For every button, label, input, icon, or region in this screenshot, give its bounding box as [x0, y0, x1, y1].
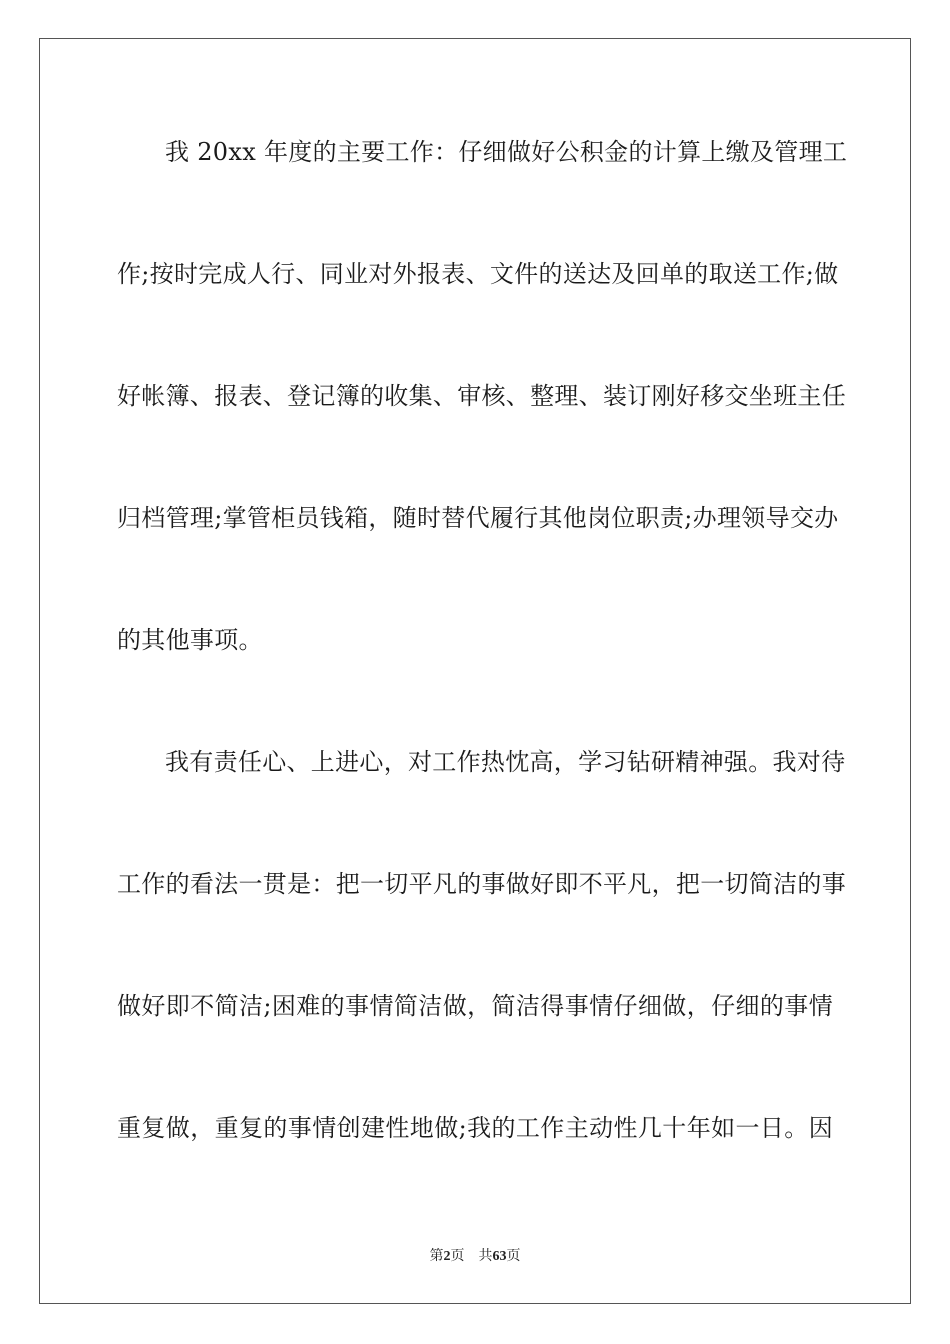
paragraph-2-line-3: 做好即不简洁;困难的事情简洁做，简洁得事情仔细做，仔细的事情	[117, 992, 833, 1020]
paragraph-1-line-1: 我 20xx 年度的主要工作：仔细做好公积金的计算上缴及管理工	[165, 138, 848, 166]
footer-page-prefix: 第	[429, 1248, 444, 1264]
footer-total-pages: 63	[492, 1249, 507, 1264]
paragraph-1-line-2: 作;按时完成人行、同业对外报表、文件的送达及回单的取送工作;做	[117, 260, 839, 288]
footer-page-number: 2	[443, 1249, 451, 1264]
page-footer	[0, 1247, 950, 1266]
paragraph-2-line-2: 工作的看法一贯是：把一切平凡的事做好即不平凡，把一切简洁的事	[117, 870, 846, 898]
footer-total-prefix: 共	[478, 1248, 493, 1264]
paragraph-2-line-4: 重复做，重复的事情创建性地做;我的工作主动性几十年如一日。因	[117, 1114, 833, 1142]
paragraph-1-line-4: 归档管理;掌管柜员钱箱，随时替代履行其他岗位职责;办理领导交办	[117, 504, 839, 532]
paragraph-1-line-5: 的其他事项。	[117, 626, 263, 654]
paragraph-1-line-3: 好帐簿、报表、登记簿的收集、审核、整理、装订刚好移交坐班主任	[117, 382, 846, 410]
paragraph-2-line-1: 我有责任心、上进心，对工作热忱高，学习钻研精神强。我对待	[165, 748, 846, 776]
footer-total-suffix: 页	[506, 1248, 521, 1264]
footer-page-suffix: 页	[450, 1248, 465, 1264]
